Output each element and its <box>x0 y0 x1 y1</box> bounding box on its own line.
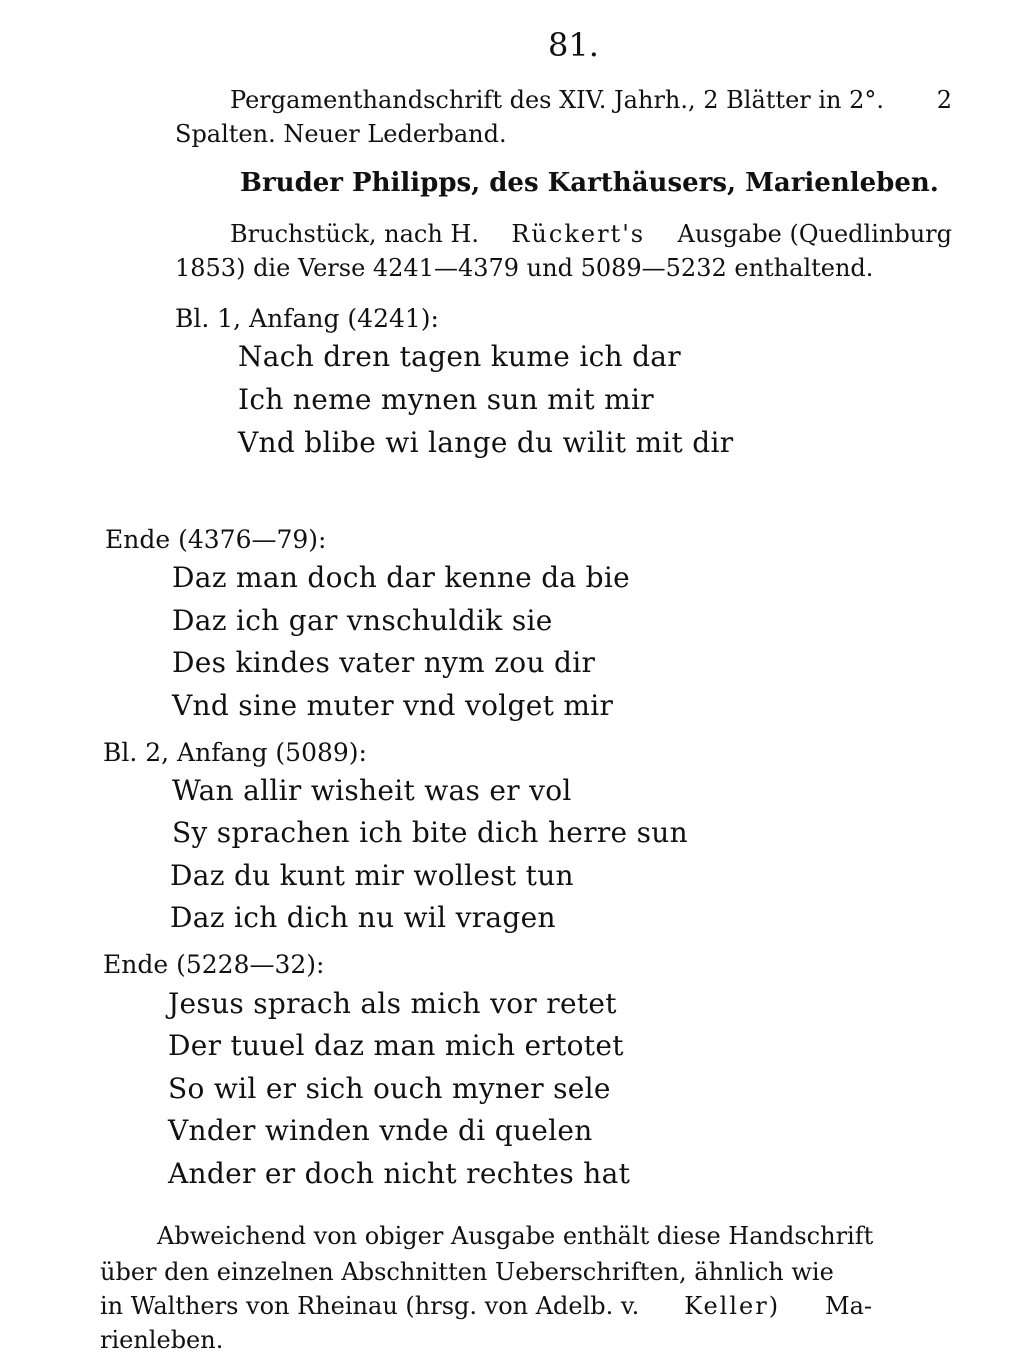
verse-line: Sy sprachen ich bite dich herre sun <box>172 816 688 849</box>
verse-line: Daz man doch dar kenne da bie <box>172 561 631 594</box>
verse-line: Nach dren tagen kume ich dar <box>238 340 681 373</box>
description-line-1 <box>230 220 952 248</box>
section-label: Ende (4376—79): <box>105 525 327 554</box>
verse-line: Daz ich gar vnschuldik sie <box>172 604 553 637</box>
intro-line-2: Spalten. Neuer Lederband. <box>175 120 507 148</box>
section-label: Bl. 1, Anfang (4241): <box>175 304 439 333</box>
description-text-b: Ausgabe (Quedlinburg <box>677 220 952 248</box>
verse-line: Vnder winden vnde di quelen <box>168 1114 593 1147</box>
verse-line: Ich neme mynen sun mit mir <box>238 383 654 416</box>
verse-line: Daz ich dich nu wil vragen <box>170 901 556 934</box>
section-label: Bl. 2, Anfang (5089): <box>103 738 367 767</box>
verse-line: Des kindes vater nym zou dir <box>172 646 596 679</box>
note-line-4: rienleben. <box>100 1326 224 1354</box>
note-line-1: Abweichend von obiger Ausgabe enthält diese Handschrift <box>157 1222 874 1250</box>
description-text-a: Bruchstück, nach H. <box>230 220 479 248</box>
intro-line-1 <box>230 86 952 114</box>
description-line-2: 1853) die Verse 4241—4379 und 5089—5232 enthaltend. <box>175 254 874 282</box>
verse-line: Vnd blibe wi lange du wilit mit dir <box>238 426 734 459</box>
verse-line: Wan allir wisheit was er vol <box>172 774 572 807</box>
page-number: 81. <box>548 26 599 64</box>
verse-line: Vnd sine muter vnd volget mir <box>172 689 614 722</box>
note-text-b: Ma- <box>825 1292 872 1320</box>
verse-line: Ander er doch nicht rechtes hat <box>168 1157 631 1190</box>
note-editor-name: Keller) <box>684 1292 781 1320</box>
description-editor-name: Rückert's <box>511 220 646 248</box>
note-line-3 <box>100 1292 872 1320</box>
verse-line: Der tuuel daz man mich ertotet <box>168 1029 624 1062</box>
intro-text: Pergamenthandschrift des XIV. Jahrh., 2 Blätter in 2°. <box>230 86 885 114</box>
note-text-a: in Walthers von Rheinau (hrsg. von Adelb. v. <box>100 1292 640 1320</box>
work-title: Bruder Philipps, des Karthäusers, Marienleben. <box>240 168 939 198</box>
note-line-2: über den einzelnen Abschnitten Ueberschriften, ähnlich wie <box>100 1258 834 1286</box>
verse-line: So wil er sich ouch myner sele <box>168 1072 611 1105</box>
section-label: Ende (5228—32): <box>103 950 325 979</box>
verse-line: Daz du kunt mir wollest tun <box>170 859 574 892</box>
verse-line: Jesus sprach als mich vor retet <box>168 987 617 1020</box>
intro-text-end: 2 <box>936 86 952 114</box>
